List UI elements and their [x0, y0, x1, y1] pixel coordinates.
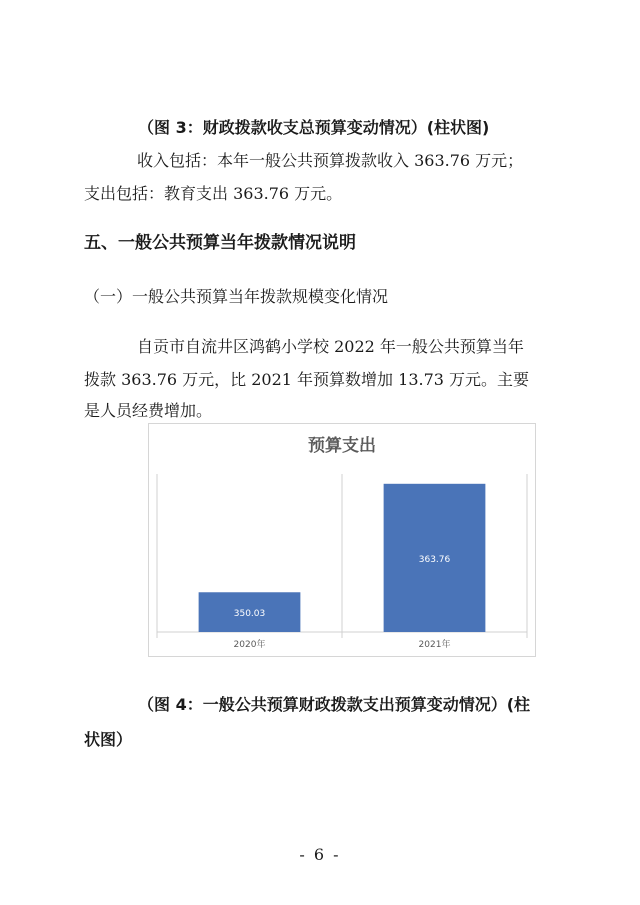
figure-3-income-text: 收入包括：本年一般公共预算拨款收入 363.76 万元；	[137, 151, 524, 170]
paragraph-line-1: 自贡市自流井区鸿鹤小学校 2022 年一般公共预算当年	[137, 337, 524, 356]
paragraph-line-3: 是人员经费增加。	[84, 401, 213, 420]
chart-title: 预算支出	[308, 436, 376, 456]
section-5-title: 五、一般公共预算当年拨款情况说明	[84, 233, 356, 253]
data-label-2021年: 363.76	[418, 554, 451, 565]
x-tick-label-2020年: 2020年	[233, 640, 266, 650]
chart-canvas	[149, 424, 535, 656]
figure-3-expense-text: 支出包括：教育支出 363.76 万元。	[84, 184, 343, 203]
figure-4-caption-line-1: （图 4：一般公共预算财政拨款支出预算变动情况）(柱	[138, 695, 531, 714]
page-number: - 6 -	[299, 845, 341, 864]
x-tick-label-2021年: 2021年	[418, 640, 451, 650]
paragraph-line-2: 拨款 363.76 万元，比 2021 年预算数增加 13.73 万元。主要	[84, 370, 530, 389]
data-label-2020年: 350.03	[233, 609, 266, 620]
subsection-1-title: （一）一般公共预算当年拨款规模变化情况	[84, 287, 389, 306]
figure-4-caption-line-2: 状图）	[84, 730, 133, 749]
chart-marks	[157, 474, 527, 650]
budget-expense-chart	[148, 423, 536, 657]
figure-3-caption: （图 3：财政拨款收支总预算变动情况）(柱状图)	[138, 118, 490, 137]
